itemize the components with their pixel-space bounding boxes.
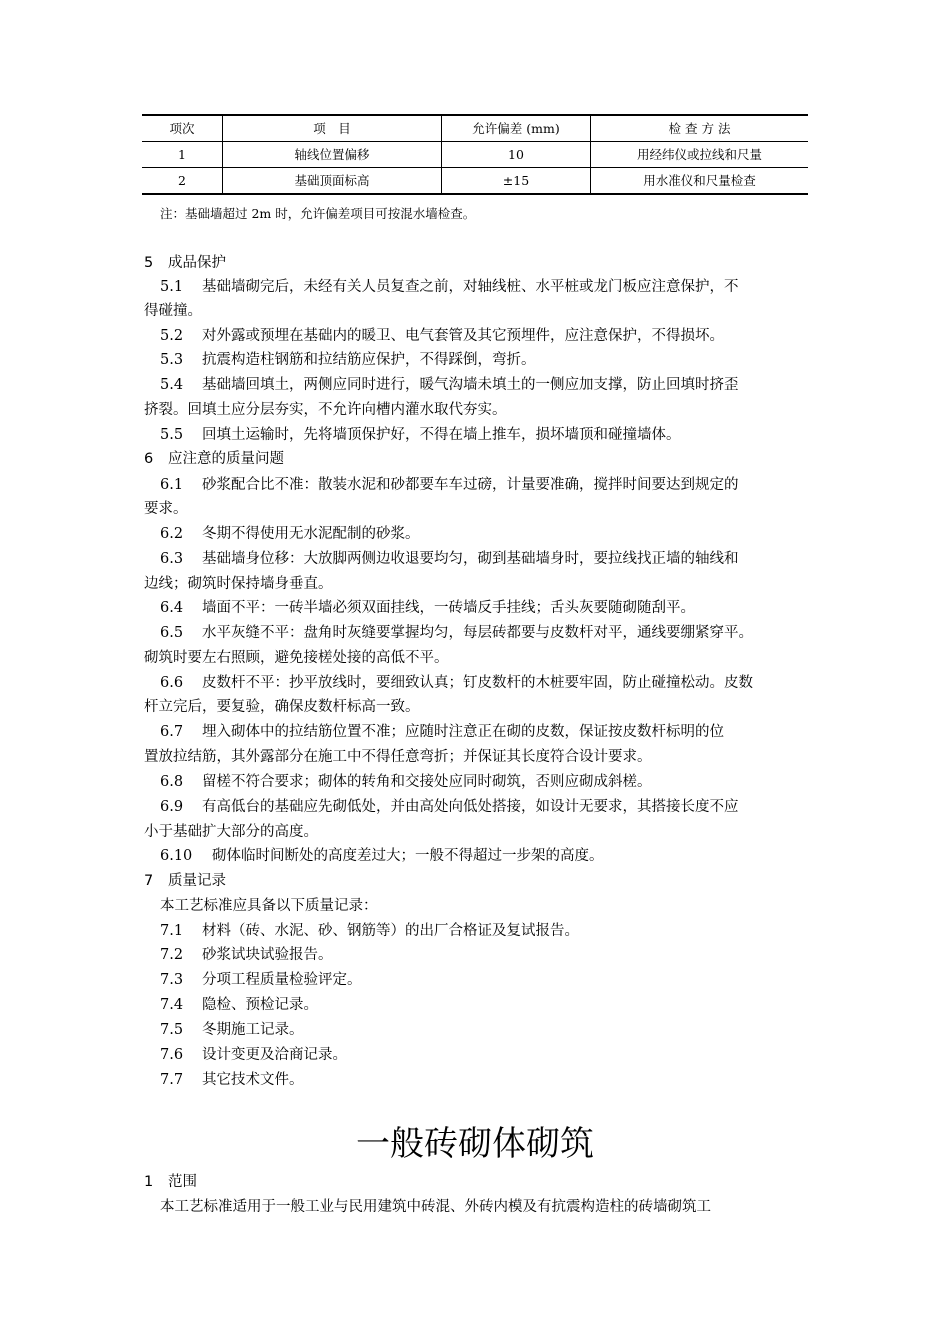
item-text: 墙面不平：一砖半墙必须双面挂线，一砖墙反手挂线；舌头灰要随砌随刮平。 [202,600,695,616]
table-cell: ±15 [442,168,591,195]
item-number: 5.5 [160,427,184,443]
item-text: 砌体临时间断处的高度差过大；一般不得超过一步架的高度。 [212,848,604,864]
table-cell: 10 [442,142,591,168]
section-title: 范围 [168,1174,197,1190]
item-text: 隐检、预检记录。 [202,997,318,1013]
table-cell: 用水准仪和尺量检查 [591,168,809,195]
item-number: 7.4 [160,997,184,1013]
section-number: 5 [144,255,154,271]
item-text: 砂浆试块试验报告。 [202,947,333,963]
list-item [160,1045,840,1065]
item-number: 5.2 [160,328,184,344]
item-text: 皮数杆不平：抄平放线时，要细致认真；钉皮数杆的木桩要牢固，防止碰撞松动。皮数 [202,675,753,691]
item-text: 留槎不符合要求；砌体的转角和交接处应同时砌筑，否则应砌成斜槎。 [202,774,652,790]
table-cell: 1 [142,142,223,168]
list-item-cont: 挤裂。回填土应分层夯实，不允许向槽内灌水取代夯实。 [144,402,507,418]
item-number: 7.1 [160,923,184,939]
item-number: 5.1 [160,279,184,295]
section-heading-7 [144,871,824,891]
list-item [160,797,840,817]
item-number: 5.4 [160,377,184,393]
list-item-cont: 砌筑时要左右照顾，避免接槎处接的高低不平。 [144,650,449,666]
list-item [160,475,840,495]
list-item [160,945,840,965]
header-cell: 允许偏差 (mm) [442,115,591,142]
item-text: 水平灰缝不平：盘角时灰缝要掌握均匀，每层砖都要与皮数杆对平，通线要绷紧穿平。 [202,625,753,641]
list-item-cont: 得碰撞。 [144,303,202,319]
item-number: 7.7 [160,1072,184,1088]
list-item [160,425,840,445]
list-item [160,970,840,990]
item-text: 砂浆配合比不准：散装水泥和砂都要车车过磅，计量要准确，搅拌时间要达到规定的 [202,477,739,493]
document-title: 一般砖砌体砌筑 [356,1124,594,1164]
section-heading-5 [144,253,824,273]
section-title: 成品保护 [168,255,226,271]
list-item [160,524,840,544]
list-item [160,623,840,643]
list-item [160,549,840,569]
item-number: 7.5 [160,1022,184,1038]
section-number: 6 [144,451,154,467]
item-number: 7.3 [160,972,184,988]
list-item [160,673,840,693]
section-heading-1 [144,1172,824,1192]
section-heading-6 [144,449,824,469]
section-title: 质量记录 [168,873,226,889]
item-text: 基础墙回填土，两侧应同时进行，暖气沟墙未填土的一侧应加支撑，防止回填时挤歪 [202,377,739,393]
item-text: 对外露或预埋在基础内的暖卫、电气套管及其它预埋件，应注意保护，不得损坏。 [202,328,724,344]
item-text: 有高低台的基础应先砌低处，并由高处向低处搭接，如设计无要求，其搭接长度不应 [202,799,739,815]
item-number: 6.2 [160,526,184,542]
list-item [160,350,840,370]
item-text: 抗震构造柱钢筋和拉结筋应保护，不得踩倒，弯折。 [202,352,536,368]
table-row [142,142,808,168]
list-item-cont: 杆立完后，要复验，确保皮数杆标高一致。 [144,699,420,715]
header-cell: 项 目 [223,115,442,142]
item-number: 6.4 [160,600,184,616]
table-cell: 轴线位置偏移 [223,142,442,168]
item-number: 6.5 [160,625,184,641]
tolerance-table [142,114,808,195]
list-item [160,326,840,346]
item-number: 7.6 [160,1047,184,1063]
item-text: 基础墙身位移：大放脚两侧边收退要均匀，砌到基础墙身时，要拉线找正墙的轴线和 [202,551,739,567]
item-text: 回填土运输时，先将墙顶保护好，不得在墙上推车，损坏墙顶和碰撞墙体。 [202,427,681,443]
list-item-cont: 要求。 [144,501,188,517]
item-text: 材料（砖、水泥、砂、钢筋等）的出厂合格证及复试报告。 [202,923,579,939]
section-intro: 本工艺标准应具备以下质量记录： [160,898,378,914]
item-text: 冬期施工记录。 [202,1022,304,1038]
section-title: 应注意的质量问题 [168,451,284,467]
item-text: 分项工程质量检验评定。 [202,972,362,988]
item-number: 6.8 [160,774,184,790]
item-number: 6.7 [160,724,184,740]
list-item [160,772,840,792]
item-text: 埋入砌体中的拉结筋位置不准；应随时注意正在砌的皮数，保证按皮数杆标明的位 [202,724,724,740]
item-number: 6.10 [160,848,193,864]
paragraph: 本工艺标准适用于一般工业与民用建筑中砖混、外砖内模及有抗震构造柱的砖墙砌筑工 [160,1199,711,1215]
list-item [160,277,840,297]
header-cell: 项次 [142,115,223,142]
list-item [160,722,840,742]
table-cell: 2 [142,168,223,195]
table-header-row [142,115,808,142]
list-item [160,921,840,941]
table-row [142,168,808,195]
list-item [160,1020,840,1040]
item-number: 6.3 [160,551,184,567]
item-text: 基础墙砌完后，未经有关人员复查之前，对轴线桩、水平桩或龙门板应注意保护，不 [202,279,739,295]
section-number: 1 [144,1174,154,1190]
list-item [160,995,840,1015]
table-note: 注：基础墙超过 2m 时，允许偏差项目可按混水墙检查。 [160,206,476,221]
list-item-cont: 小于基础扩大部分的高度。 [144,824,318,840]
list-item [160,598,840,618]
item-text: 设计变更及洽商记录。 [202,1047,347,1063]
table-cell: 基础顶面标高 [223,168,442,195]
item-number: 6.9 [160,799,184,815]
header-cell: 检 查 方 法 [591,115,809,142]
list-item-cont: 边线；砌筑时保持墙身垂直。 [144,576,333,592]
item-number: 6.1 [160,477,184,493]
list-item-cont: 置放拉结筋，其外露部分在施工中不得任意弯折；并保证其长度符合设计要求。 [144,749,652,765]
item-text: 其它技术文件。 [202,1072,304,1088]
list-item [160,1070,840,1090]
section-number: 7 [144,873,154,889]
list-item [160,375,840,395]
item-number: 5.3 [160,352,184,368]
list-item [160,846,840,866]
item-number: 6.6 [160,675,184,691]
item-text: 冬期不得使用无水泥配制的砂浆。 [202,526,420,542]
item-number: 7.2 [160,947,184,963]
table-cell: 用经纬仪或拉线和尺量 [591,142,809,168]
